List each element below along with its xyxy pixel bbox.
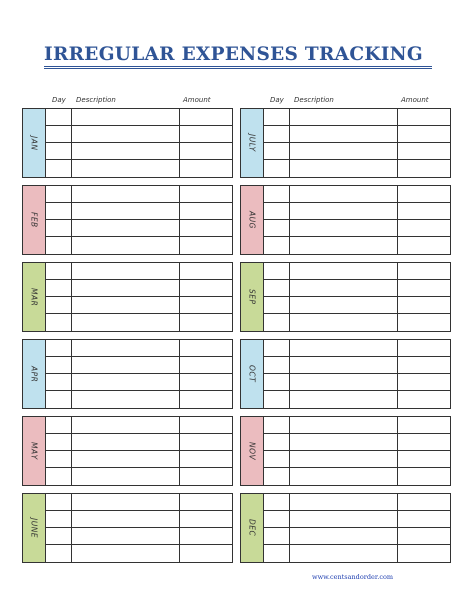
description-cell[interactable] (72, 417, 180, 434)
day-cell[interactable] (46, 494, 72, 511)
month-label: JULY (247, 134, 257, 152)
month-block-dec (240, 493, 451, 563)
amount-cell[interactable] (398, 357, 450, 374)
day-cell[interactable] (46, 109, 72, 126)
amount-cell[interactable] (180, 109, 232, 126)
day-cell[interactable] (264, 545, 290, 562)
month-label: FEB (29, 212, 39, 228)
month-block-jan (22, 108, 233, 178)
amount-cell[interactable] (398, 186, 450, 203)
month-label-tab (23, 494, 46, 562)
description-cell[interactable] (72, 468, 180, 485)
description-cell[interactable] (72, 434, 180, 451)
amount-cell[interactable] (180, 263, 232, 280)
amount-cell[interactable] (398, 417, 450, 434)
day-cell[interactable] (264, 109, 290, 126)
description-cell[interactable] (72, 494, 180, 511)
day-cell[interactable] (46, 340, 72, 357)
month-label-tab (23, 109, 46, 177)
amount-cell[interactable] (398, 220, 450, 237)
amount-cell[interactable] (180, 297, 232, 314)
amount-cell[interactable] (398, 391, 450, 408)
month-label: MAY (29, 442, 39, 460)
day-cell[interactable] (46, 314, 72, 331)
amount-cell[interactable] (180, 186, 232, 203)
amount-cell[interactable] (398, 263, 450, 280)
amount-cell[interactable] (398, 511, 450, 528)
description-cell[interactable] (290, 357, 398, 374)
amount-cell[interactable] (180, 545, 232, 562)
amount-cell[interactable] (398, 374, 450, 391)
amount-cell[interactable] (180, 143, 232, 160)
day-cell[interactable] (46, 143, 72, 160)
day-cell[interactable] (264, 417, 290, 434)
day-cell[interactable] (264, 203, 290, 220)
amount-cell[interactable] (180, 391, 232, 408)
month-block-june (22, 493, 233, 563)
amount-cell[interactable] (180, 203, 232, 220)
description-cell[interactable] (72, 160, 180, 177)
description-cell[interactable] (72, 126, 180, 143)
description-cell[interactable] (72, 340, 180, 357)
description-cell[interactable] (290, 109, 398, 126)
month-label-tab (241, 417, 264, 485)
day-cell[interactable] (264, 391, 290, 408)
amount-cell[interactable] (398, 160, 450, 177)
day-cell[interactable] (46, 297, 72, 314)
day-cell[interactable] (46, 391, 72, 408)
description-cell[interactable] (72, 545, 180, 562)
amount-cell[interactable] (398, 451, 450, 468)
description-cell[interactable] (72, 220, 180, 237)
month-block-july (240, 108, 451, 178)
day-cell[interactable] (264, 511, 290, 528)
day-cell[interactable] (264, 143, 290, 160)
header-description: Description (76, 96, 116, 104)
month-block-aug (240, 185, 451, 255)
description-cell[interactable] (290, 451, 398, 468)
day-cell[interactable] (46, 545, 72, 562)
day-cell[interactable] (264, 434, 290, 451)
amount-cell[interactable] (398, 434, 450, 451)
description-cell[interactable] (72, 297, 180, 314)
month-label-tab (241, 109, 264, 177)
day-cell[interactable] (264, 468, 290, 485)
description-cell[interactable] (72, 391, 180, 408)
description-cell[interactable] (290, 314, 398, 331)
description-cell[interactable] (290, 186, 398, 203)
day-cell[interactable] (46, 203, 72, 220)
amount-cell[interactable] (180, 357, 232, 374)
day-cell[interactable] (46, 186, 72, 203)
description-cell[interactable] (290, 340, 398, 357)
amount-cell[interactable] (180, 126, 232, 143)
day-cell[interactable] (46, 528, 72, 545)
amount-cell[interactable] (398, 528, 450, 545)
day-cell[interactable] (46, 468, 72, 485)
amount-cell[interactable] (180, 434, 232, 451)
day-cell[interactable] (264, 186, 290, 203)
day-cell[interactable] (264, 528, 290, 545)
month-label: MAR (29, 287, 39, 307)
page-title: IRREGULAR EXPENSES TRACKING (43, 44, 423, 65)
month-label: NOV (247, 441, 257, 461)
amount-cell[interactable] (180, 468, 232, 485)
amount-cell[interactable] (398, 126, 450, 143)
description-cell[interactable] (290, 203, 398, 220)
day-cell[interactable] (46, 126, 72, 143)
day-cell[interactable] (46, 511, 72, 528)
month-block-apr (22, 339, 233, 409)
day-cell[interactable] (264, 220, 290, 237)
description-cell[interactable] (72, 109, 180, 126)
month-label-tab (23, 186, 46, 254)
description-cell[interactable] (290, 391, 398, 408)
month-block-feb (22, 185, 233, 255)
day-cell[interactable] (264, 280, 290, 297)
day-cell[interactable] (46, 280, 72, 297)
amount-cell[interactable] (398, 280, 450, 297)
description-cell[interactable] (290, 280, 398, 297)
amount-cell[interactable] (398, 109, 450, 126)
description-cell[interactable] (72, 143, 180, 160)
month-block-may (22, 416, 233, 486)
description-cell[interactable] (72, 374, 180, 391)
description-cell[interactable] (72, 280, 180, 297)
amount-cell[interactable] (180, 374, 232, 391)
day-cell[interactable] (264, 263, 290, 280)
right-column (240, 92, 451, 537)
description-cell[interactable] (290, 374, 398, 391)
description-cell[interactable] (290, 237, 398, 254)
description-cell[interactable] (290, 417, 398, 434)
amount-cell[interactable] (398, 545, 450, 562)
amount-cell[interactable] (180, 417, 232, 434)
month-label: SEP (247, 289, 257, 305)
day-cell[interactable] (264, 340, 290, 357)
amount-cell[interactable] (398, 297, 450, 314)
description-cell[interactable] (72, 186, 180, 203)
description-cell[interactable] (290, 545, 398, 562)
month-label-tab (23, 340, 46, 408)
description-cell[interactable] (290, 220, 398, 237)
month-label-tab (23, 417, 46, 485)
description-cell[interactable] (72, 451, 180, 468)
day-cell[interactable] (46, 237, 72, 254)
left-column (22, 92, 233, 539)
description-cell[interactable] (72, 203, 180, 220)
description-cell[interactable] (72, 528, 180, 545)
month-label: APR (29, 365, 39, 383)
amount-cell[interactable] (180, 237, 232, 254)
amount-cell[interactable] (398, 340, 450, 357)
description-cell[interactable] (290, 297, 398, 314)
month-block-nov (240, 416, 451, 486)
month-label: JUNE (29, 517, 39, 539)
amount-cell[interactable] (180, 494, 232, 511)
title-underline (44, 66, 432, 67)
amount-cell[interactable] (398, 237, 450, 254)
amount-cell[interactable] (180, 220, 232, 237)
description-cell[interactable] (290, 468, 398, 485)
amount-cell[interactable] (398, 143, 450, 160)
header-description: Description (294, 96, 334, 104)
month-block-sep (240, 262, 451, 332)
day-cell[interactable] (264, 374, 290, 391)
footer-website: www.centsandorder.com (312, 573, 394, 581)
description-cell[interactable] (290, 528, 398, 545)
description-cell[interactable] (290, 434, 398, 451)
day-cell[interactable] (46, 374, 72, 391)
day-cell[interactable] (264, 126, 290, 143)
day-cell[interactable] (46, 357, 72, 374)
table-header-left (22, 92, 233, 108)
description-cell[interactable] (290, 143, 398, 160)
month-label: AUG (247, 211, 257, 229)
month-label-tab (241, 340, 264, 408)
description-cell[interactable] (72, 314, 180, 331)
header-amount: Amount (401, 96, 429, 104)
description-cell[interactable] (290, 126, 398, 143)
month-block-mar (22, 262, 233, 332)
description-cell[interactable] (290, 263, 398, 280)
header-day: Day (52, 96, 66, 104)
header-day: Day (270, 96, 284, 104)
table-header-right (240, 92, 451, 108)
description-cell[interactable] (72, 263, 180, 280)
day-cell[interactable] (46, 434, 72, 451)
header-amount: Amount (183, 96, 211, 104)
amount-cell[interactable] (398, 203, 450, 220)
description-cell[interactable] (72, 357, 180, 374)
description-cell[interactable] (290, 160, 398, 177)
day-cell[interactable] (264, 451, 290, 468)
amount-cell[interactable] (180, 340, 232, 357)
day-cell[interactable] (264, 160, 290, 177)
day-cell[interactable] (264, 314, 290, 331)
day-cell[interactable] (264, 237, 290, 254)
amount-cell[interactable] (398, 494, 450, 511)
month-label: DEC (247, 519, 257, 537)
amount-cell[interactable] (180, 451, 232, 468)
amount-cell[interactable] (180, 511, 232, 528)
description-cell[interactable] (72, 237, 180, 254)
day-cell[interactable] (264, 494, 290, 511)
day-cell[interactable] (46, 263, 72, 280)
day-cell[interactable] (46, 220, 72, 237)
amount-cell[interactable] (398, 468, 450, 485)
amount-cell[interactable] (180, 280, 232, 297)
amount-cell[interactable] (398, 314, 450, 331)
month-label-tab (241, 494, 264, 562)
day-cell[interactable] (46, 160, 72, 177)
amount-cell[interactable] (180, 528, 232, 545)
description-cell[interactable] (290, 494, 398, 511)
amount-cell[interactable] (180, 160, 232, 177)
month-block-oct (240, 339, 451, 409)
amount-cell[interactable] (180, 314, 232, 331)
day-cell[interactable] (264, 297, 290, 314)
description-cell[interactable] (72, 511, 180, 528)
day-cell[interactable] (46, 451, 72, 468)
month-label: JAN (29, 135, 39, 151)
day-cell[interactable] (46, 417, 72, 434)
day-cell[interactable] (264, 357, 290, 374)
title-underline-2 (44, 68, 432, 69)
description-cell[interactable] (290, 511, 398, 528)
month-label-tab (23, 263, 46, 331)
month-label-tab (241, 263, 264, 331)
month-label: OCT (247, 365, 257, 383)
month-label-tab (241, 186, 264, 254)
